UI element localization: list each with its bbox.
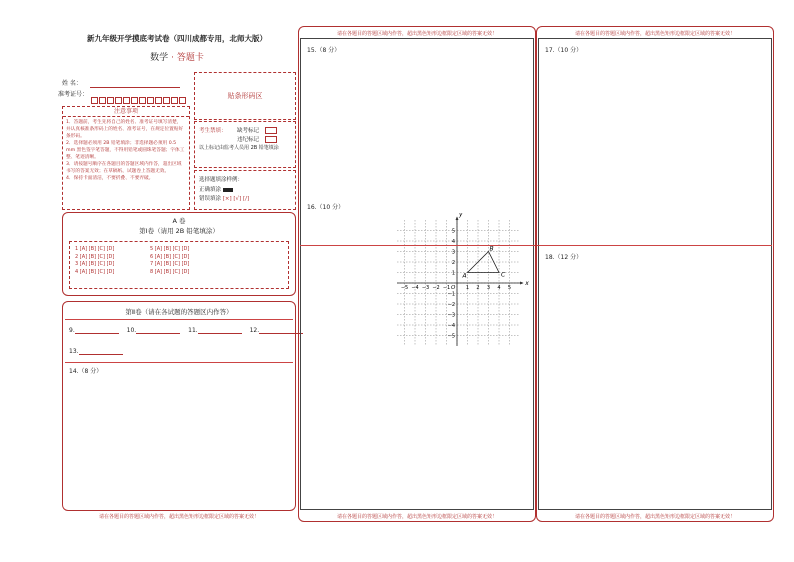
middle-footer-notice: 请在各题目的答题区域内作答，超出黑色矩形边框限定区域的答案无效！ [336, 514, 497, 520]
y-tick-label: −4 [447, 323, 455, 329]
y-axis-label: y [459, 213, 463, 218]
question-17-label: 17.（10 分） [545, 47, 583, 54]
mc-row[interactable]: 1 [A] [B] [C] [D] [75, 246, 115, 252]
wrong-fill-label: 错误填涂 [199, 196, 222, 202]
section-a-title: A 卷 [172, 217, 186, 225]
y-tick-label: 4 [451, 239, 455, 245]
y-tick-label: −2 [447, 302, 455, 308]
blank-10[interactable] [136, 327, 180, 334]
wrong-fill-marks: [×] [√] [/] [222, 196, 250, 202]
point-label-a: A [462, 272, 467, 280]
barcode-area [194, 72, 296, 120]
mc-row[interactable]: 6 [A] [B] [C] [D] [150, 253, 190, 260]
absent-checkbox[interactable] [265, 127, 277, 134]
point-label-b: B [489, 245, 494, 253]
y-tick-label: −3 [447, 312, 455, 319]
question-15-label: 15.（8 分） [307, 47, 341, 54]
x-tick-label: 4 [497, 285, 501, 291]
correct-fill-label: 正确填涂 [199, 187, 222, 193]
notice-box [62, 106, 190, 210]
x-tick-label: −2 [432, 285, 440, 291]
blank-label: 9. [69, 327, 75, 334]
x-tick-label: 3 [486, 285, 491, 291]
violation-checkbox[interactable] [265, 136, 277, 143]
y-tick-label: 2 [451, 260, 455, 266]
subject-label: 数学 [150, 53, 169, 63]
y-tick-label: 1 [451, 270, 455, 277]
notice-item: 2．选择题必须用 2B 铅笔填涂；非选择题必须用 0.5 mm 黑色签字笔答题，不得用铅笔或圆珠笔答题；字体工整、笔迹清晰。 [66, 141, 185, 160]
right-footer-notice: 请在各题目的答题区域内作答，超出黑色矩形边框限定区域的答案无效！ [574, 514, 735, 520]
exam-status-note: 以上标记由监考人员用 2B 铅笔填涂 [199, 145, 279, 151]
notice-item: 1．答题前，考生先将自己的姓名、准考证号填写清楚，并认真核准条形码上的姓名、准考证号，在规定位置贴好条形码。 [66, 120, 184, 139]
mc-row[interactable]: 7 [A] [B] [C] [D] [150, 261, 190, 267]
x-tick-label: −5 [400, 285, 409, 291]
x-axis-label: x [525, 280, 529, 287]
mc-row[interactable]: 2 [A] [B] [C] [D] [75, 253, 115, 260]
mc-row[interactable]: 3 [A] [B] [C] [D] [75, 261, 115, 267]
section-b-title: 第Ⅱ卷（请在各试题的答题区内作答） [125, 308, 233, 316]
notice-title: 注意事项 [63, 107, 189, 117]
middle-frame [298, 26, 536, 522]
violation-label: 违纪标记 [237, 137, 260, 143]
fill-example-title: 选择题填涂样例： [199, 177, 244, 183]
notice-item: 3．请按题号顺序在各题目的答题区域内作答，超出区域书写的答案无效；在草稿纸、试题卷上答题无效。 [66, 162, 182, 174]
name-field[interactable] [90, 87, 180, 88]
exam-status-label: 考生禁填： [199, 128, 227, 134]
mc-row[interactable]: 5 [A] [B] [C] [D] [150, 246, 190, 252]
x-tick-label: −4 [411, 285, 419, 291]
section-a-part1: 第Ⅰ卷（请用 2B 铅笔填涂） [139, 227, 219, 235]
section-a-box [62, 212, 296, 296]
footer-notice: 请在各题目的答题区域内作答，超出黑色矩形边框限定区域的答案无效！ [98, 514, 259, 520]
section-b-box [62, 301, 296, 511]
dot-separator: · [171, 53, 174, 63]
right-frame [536, 26, 774, 522]
barcode-label: 贴条形码区 [227, 92, 263, 100]
mc-row[interactable]: 8 [A] [B] [C] [D] [150, 268, 190, 275]
question-18-label: 18.（12 分） [545, 254, 583, 261]
x-tick-label: 5 [507, 285, 512, 291]
blank-label: 11. [188, 327, 198, 334]
right-header-notice: 请在各题目的答题区域内作答，超出黑色矩形边框限定区域的答案无效！ [574, 31, 735, 37]
exam-status-box [194, 121, 296, 168]
exam-title: 新九年级开学摸底考试卷（四川成都专用，北师大版） [87, 34, 267, 43]
name-label: 姓 名： [62, 80, 82, 87]
blank-11[interactable] [198, 327, 242, 334]
notice-item: 4．保持卡面清洁，不要折叠、不要弄破。 [66, 176, 154, 181]
blank-label: 12. [249, 327, 260, 334]
absent-label: 缺考标记 [237, 128, 260, 134]
fill-example-box [194, 170, 296, 210]
x-tick-label: 1 [465, 285, 470, 291]
middle-header-notice: 请在各题目的答题区域内作答，超出黑色矩形边框限定区域的答案无效！ [336, 31, 497, 37]
y-tick-label: 5 [451, 228, 455, 235]
x-tick-label: −1 [442, 285, 451, 291]
point-label-c: C [501, 271, 506, 279]
mc-answer-grid [69, 241, 289, 289]
origin-label: O [451, 285, 456, 291]
answer-area-14[interactable] [65, 374, 293, 504]
blank-label: 10. [126, 327, 137, 334]
blank-label: 13. [69, 348, 79, 355]
y-tick-label: −1 [447, 291, 455, 298]
blank-9[interactable] [75, 327, 119, 334]
y-tick-label: −5 [447, 333, 455, 340]
y-tick-label: 3 [451, 249, 455, 256]
x-tick-label: −3 [421, 285, 430, 291]
question-16-label: 16.（10 分） [307, 204, 345, 211]
x-tick-label: 2 [476, 285, 480, 291]
blank-13[interactable] [79, 348, 123, 355]
id-label: 准考证号： [58, 91, 89, 98]
question-14-label: 14.（8 分） [69, 368, 103, 375]
blank-12[interactable] [259, 327, 303, 334]
correct-fill-mark [223, 188, 233, 192]
card-subtitle [62, 50, 292, 63]
mc-row[interactable]: 4 [A] [B] [C] [D] [75, 268, 115, 275]
card-label: 答题卡 [176, 53, 204, 63]
